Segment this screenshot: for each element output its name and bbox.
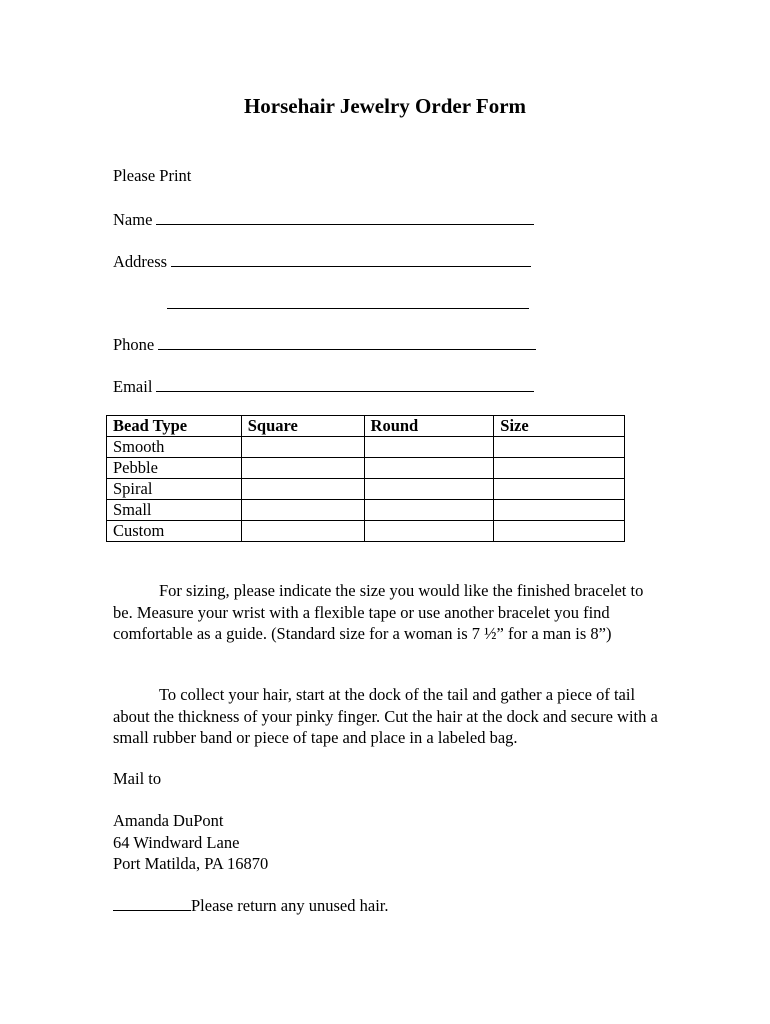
bead-type-cell: Small [107, 500, 242, 521]
header-size: Size [494, 416, 625, 437]
sizing-paragraph [113, 580, 658, 645]
name-label: Name [113, 210, 153, 229]
round-cell[interactable] [364, 479, 494, 500]
header-bead-type: Bead Type [107, 416, 242, 437]
square-cell[interactable] [241, 437, 364, 458]
bead-type-cell: Custom [107, 521, 242, 542]
table-row [107, 437, 625, 458]
table-row [107, 479, 625, 500]
name-row [113, 208, 534, 230]
header-round: Round [364, 416, 494, 437]
email-row [113, 375, 534, 397]
mailing-address [113, 810, 268, 875]
phone-field[interactable] [158, 333, 536, 350]
square-cell[interactable] [241, 479, 364, 500]
bead-type-table [106, 415, 625, 542]
return-checkbox-line[interactable] [113, 894, 191, 911]
round-cell[interactable] [364, 500, 494, 521]
address-street: 64 Windward Lane [113, 832, 240, 852]
address-field-line-2[interactable] [167, 292, 529, 309]
mail-to-label: Mail to [113, 769, 162, 788]
address-city: Port Matilda, PA 16870 [113, 854, 269, 873]
round-cell[interactable] [364, 458, 494, 479]
bead-type-cell: Pebble [107, 458, 242, 479]
page-title: Horsehair Jewelry Order Form [243, 94, 527, 118]
address-name: Amanda DuPont [113, 811, 224, 830]
hair-paragraph [113, 684, 658, 749]
square-cell[interactable] [241, 458, 364, 479]
size-cell[interactable] [494, 437, 625, 458]
square-cell[interactable] [241, 521, 364, 542]
table-row [107, 500, 625, 521]
hair-paragraph-text: To collect your hair, start at the dock of the tail and gather a piece of tail about the thickness of your pinky finger. Cut the hair at the dock and secure with a small rubber band or piece of tape and place in a labeled bag. [113, 685, 658, 747]
table-header-row [107, 416, 625, 437]
address-row [113, 250, 531, 272]
size-cell[interactable] [494, 479, 625, 500]
table-row [107, 521, 625, 542]
address-label: Address [113, 252, 168, 271]
square-cell[interactable] [241, 500, 364, 521]
size-cell[interactable] [494, 458, 625, 479]
please-print-label: Please Print [113, 166, 192, 185]
phone-row [113, 333, 536, 355]
size-cell[interactable] [494, 521, 625, 542]
table-row [107, 458, 625, 479]
phone-label: Phone [113, 335, 155, 354]
round-cell[interactable] [364, 521, 494, 542]
sizing-paragraph-text: For sizing, please indicate the size you would like the finished bracelet to be. Measure your wrist with a flexible tape or use another bracelet you find comfortable as a guide. (Standard size for a woman is 7 ½” for a man is 8”) [113, 581, 644, 643]
name-field[interactable] [156, 208, 534, 225]
round-cell[interactable] [364, 437, 494, 458]
return-note: Please return any unused hair. [191, 896, 389, 915]
address-field[interactable] [171, 250, 531, 267]
size-cell[interactable] [494, 500, 625, 521]
email-label: Email [113, 377, 153, 396]
return-note-row [113, 894, 388, 916]
bead-type-cell: Smooth [107, 437, 242, 458]
address-line-2-row [167, 292, 529, 314]
bead-type-cell: Spiral [107, 479, 242, 500]
header-square: Square [241, 416, 364, 437]
email-field[interactable] [156, 375, 534, 392]
